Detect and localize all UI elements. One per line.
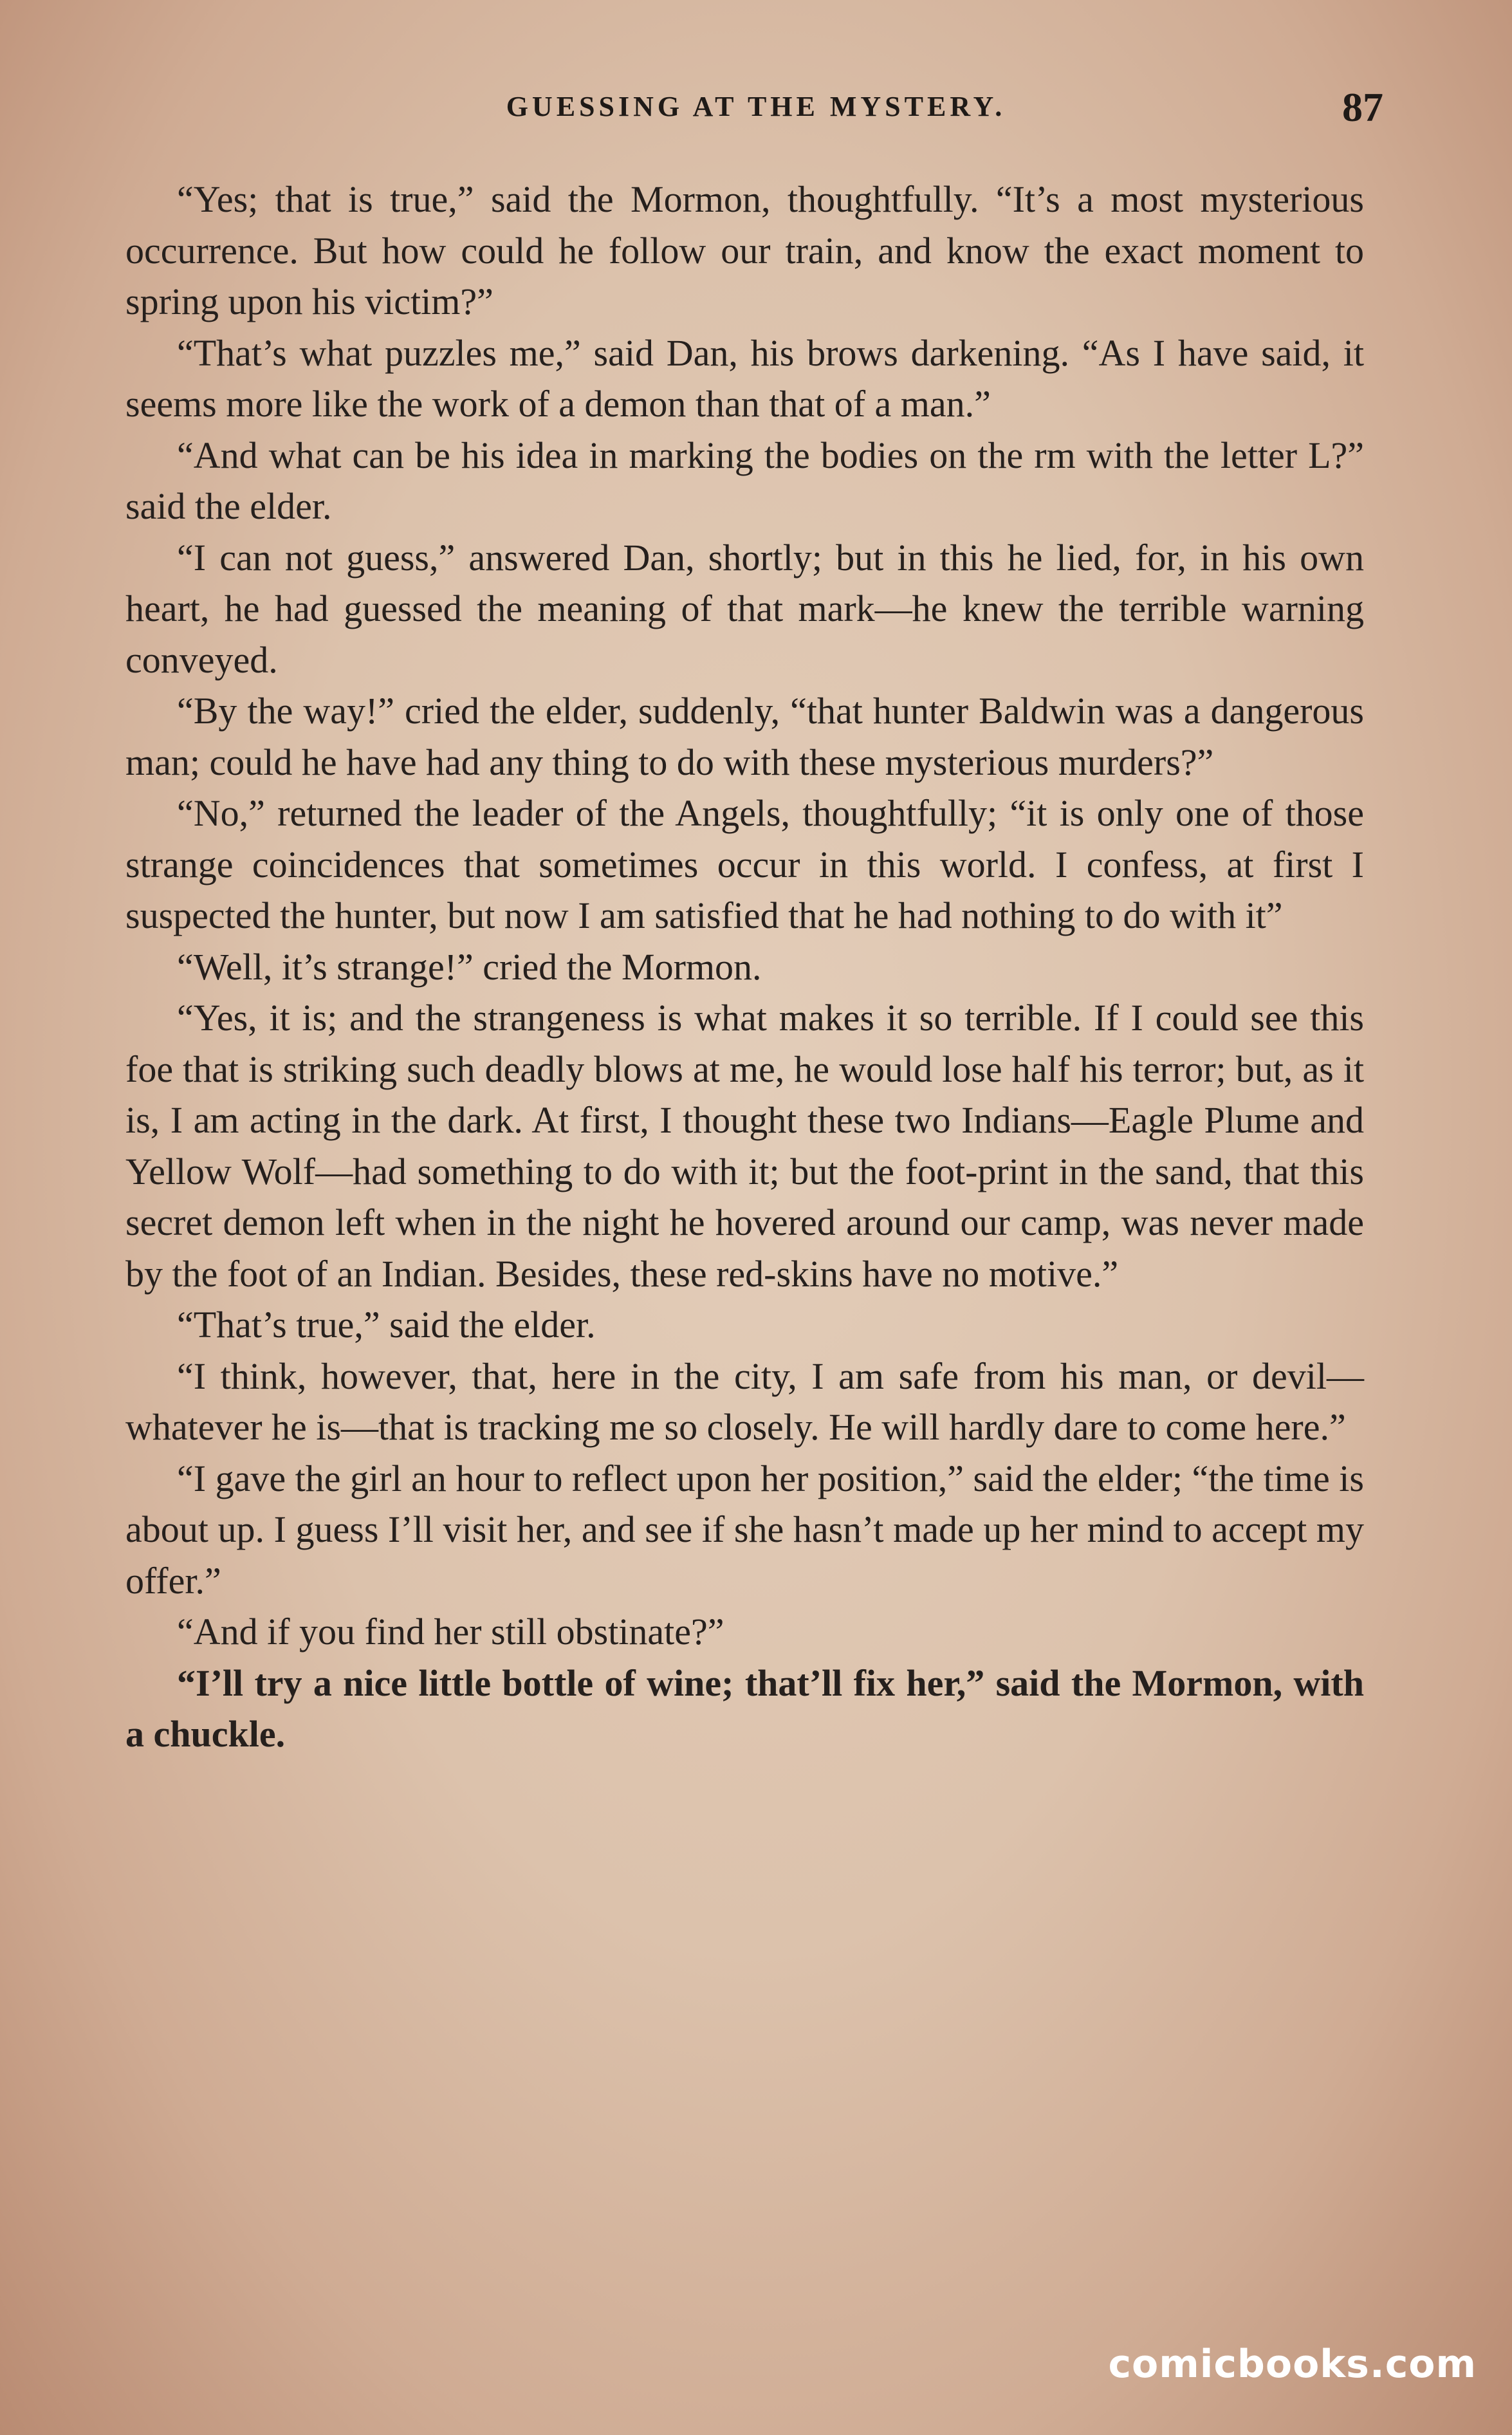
running-title: GUESSING AT THE MYSTERY. [506, 91, 1006, 122]
paragraph: “By the way!” cried the elder, suddenly, “that hunter Baldwin was a dangerous man; could he have had any thing to do with these mysterious murders?” [125, 690, 1364, 783]
paragraph: “And what can be his idea in marking the bodies on the rm with the letter L?” said the elder. [125, 434, 1364, 527]
paragraph: “No,” returned the leader of the Angels, thoughtfully; “it is only one of those strange coincidences that sometimes occur in this world. I confess, at first I suspected the hunter, but now I am satisfied that he had nothing to do with it” [125, 792, 1364, 936]
paragraph: “And if you find her still obstinate?” [177, 1611, 724, 1653]
paragraph: “That’s what puzzles me,” said Dan, his brows darkening. “As I have said, it seems more like the work of a demon than that of a man.” [125, 331, 1364, 425]
page-header [129, 84, 1383, 135]
watermark-text: comicbooks.com [1108, 2342, 1477, 2387]
paragraph: “Well, it’s strange!” cried the Mormon. [177, 945, 762, 988]
paragraph: “That’s true,” said the elder. [177, 1304, 596, 1346]
paragraph: “I can not guess,” answered Dan, shortly; but in this he lied, for, in his own heart, he had guessed the meaning of that mark—he knew the terrible warning conveyed. [125, 536, 1364, 681]
paragraph: “I think, however, that, here in the city, I am safe from his man, or devil—whatever he is—that is tracking me so closely. He will hardly dare to come here.” [125, 1355, 1364, 1448]
paragraph: “I’ll try a nice little bottle of wine; that’ll fix her,” said the Mormon, with a chuckle. [125, 1662, 1364, 1755]
body-text [125, 174, 1364, 1760]
paragraph: “Yes; that is true,” said the Mormon, thoughtfully. “It’s a most mysterious occurrence. But how could he follow our train, and know the exact moment to spring upon his victim?” [125, 178, 1364, 322]
paragraph: “Yes, it is; and the strangeness is what makes it so terrible. If I could see this foe that is striking such deadly blows at me, he would lose half his terror; but, as it is, I am acting in the dark. At first, I thought these two Indians—Eagle Plume and Yellow Wolf—had something to do with it; but the foot-print in the sand, that this secret demon left when in the night he hovered around our camp, was never made by the foot of an Indian. Besides, these red-skins have no motive.” [125, 997, 1364, 1295]
page-number: 87 [1342, 84, 1383, 130]
paragraph: “I gave the girl an hour to reflect upon her position,” said the elder; “the time is about up. I guess I’ll visit her, and see if she hasn’t made up her mind to accept my offer.” [125, 1457, 1364, 1602]
